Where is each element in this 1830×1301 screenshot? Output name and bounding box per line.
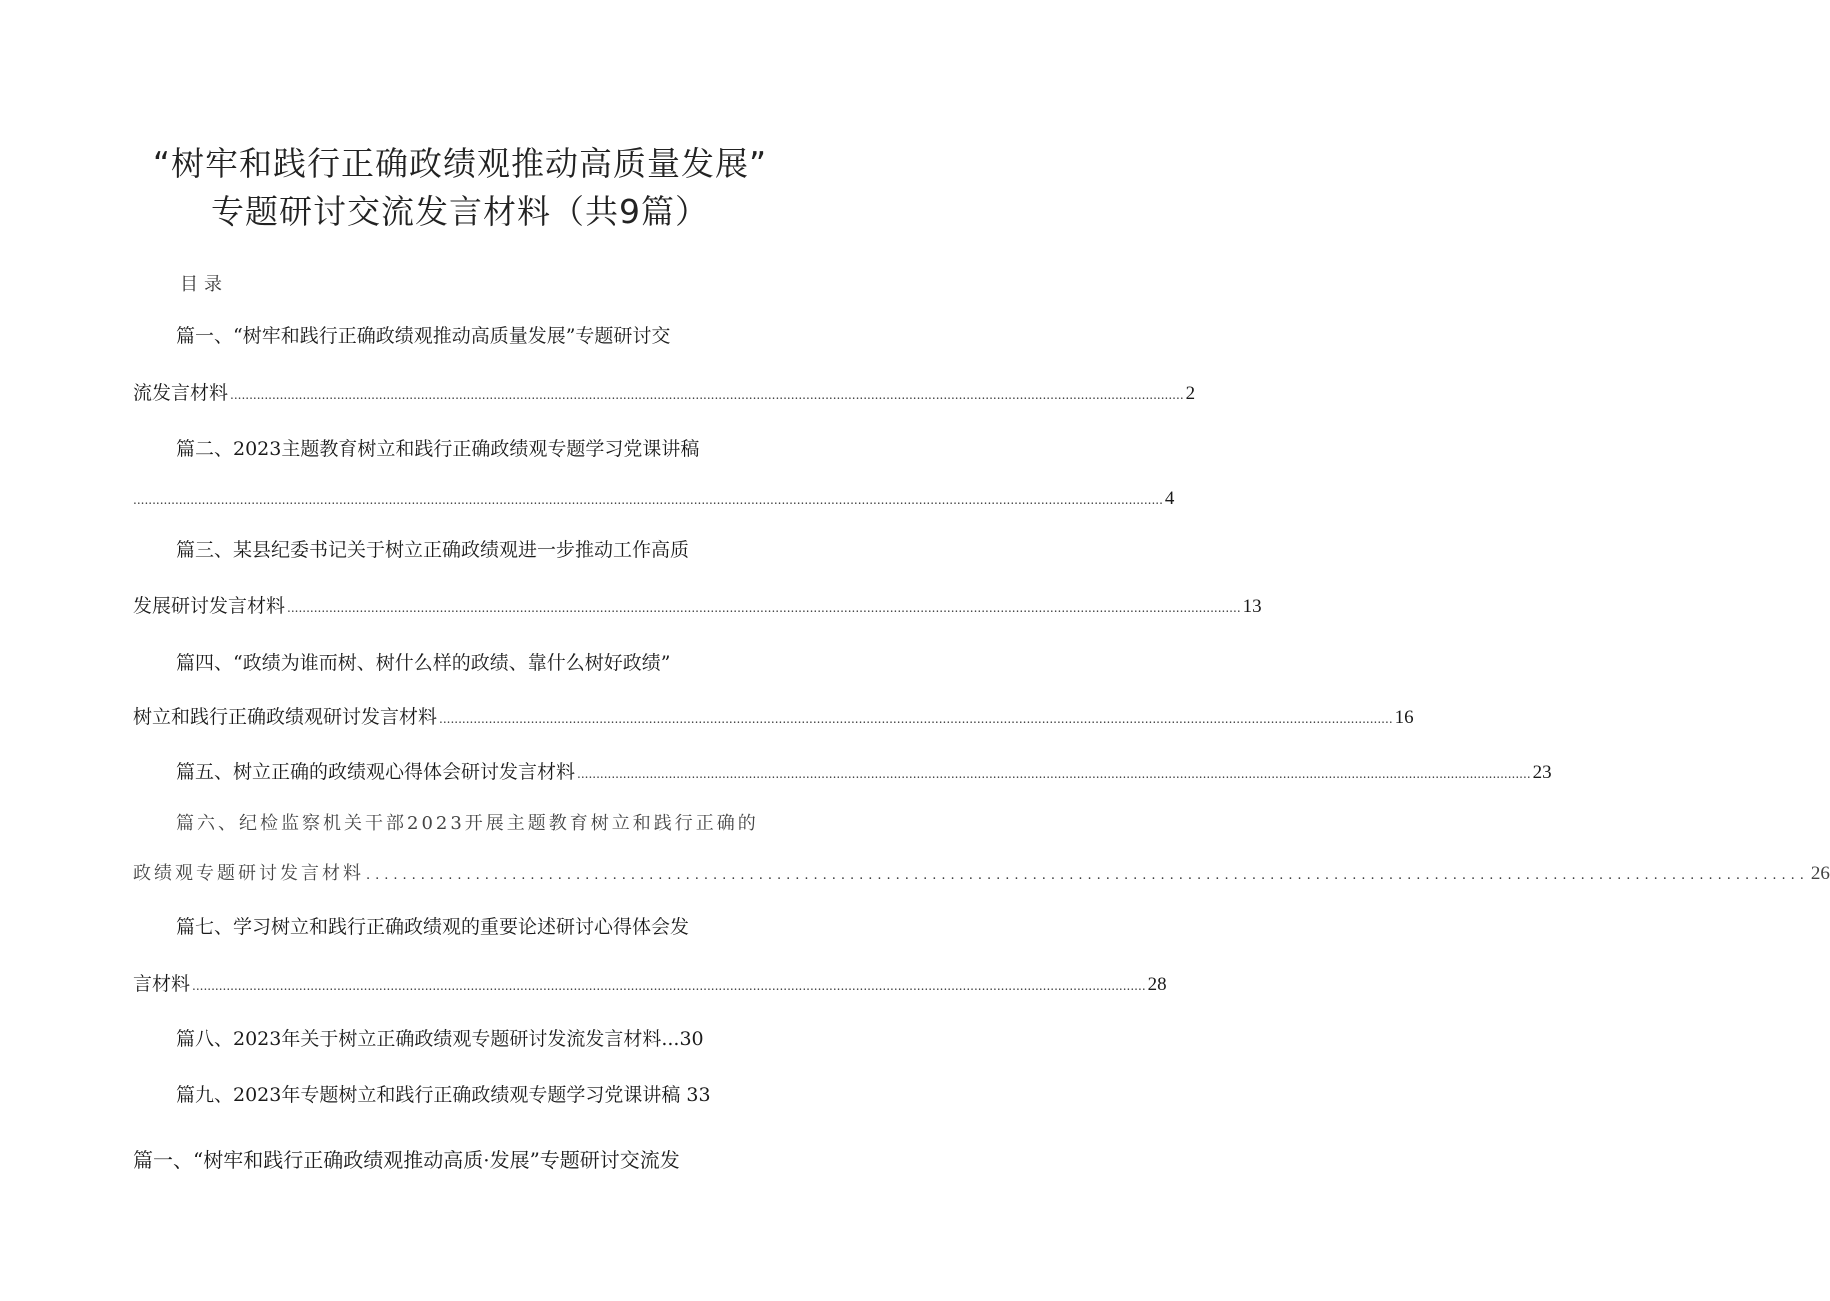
toc-entry-5-page: 23 bbox=[1532, 762, 1552, 783]
toc-leader-dots: .......................................................................................................................................................................................................................................................... bbox=[577, 767, 1531, 781]
toc-entry-2-line-2[interactable] bbox=[133, 487, 1175, 512]
toc-entry-3-text: 发展研讨发言材料 bbox=[133, 595, 286, 617]
toc-entry-7-line-1[interactable]: 篇七、学习树立和践行正确政绩观的重要论述研讨心得体会发 bbox=[176, 916, 690, 938]
toc-entry-7-line-2[interactable] bbox=[133, 972, 1167, 998]
toc-leader-dots: .............................................................................................................................................................................................................................................................................. bbox=[133, 493, 1163, 507]
toc-entry-6-page: 26 bbox=[1810, 863, 1830, 884]
toc-entry-7-page: 28 bbox=[1147, 974, 1167, 995]
toc-entry-3-line-1[interactable]: 篇三、某县纪委书记关于树立正确政绩观进一步推动工作高质 bbox=[176, 539, 690, 561]
toc-entry-5-text: 篇五、树立正确的政绩观心得体会研讨发言材料 bbox=[176, 761, 576, 783]
toc-entry-3-page: 13 bbox=[1242, 596, 1262, 617]
toc-entry-7-text: 言材料 bbox=[133, 973, 191, 995]
toc-entry-4-text: 树立和践行正确政绩观研讨发言材料 bbox=[133, 706, 438, 728]
toc-leader-dots: .......................................................................................................................................................................................................................................................... bbox=[439, 712, 1393, 726]
toc-entry-2-page: 4 bbox=[1164, 488, 1175, 509]
toc-entry-3-line-2[interactable] bbox=[133, 594, 1262, 620]
toc-leader-dots: .......................................................................................................................................................................................................................................................... bbox=[192, 979, 1146, 993]
toc-leader-dots: .......................................................................................................................................................................................................................................................... bbox=[287, 601, 1241, 615]
toc-entry-2-line-1[interactable]: 篇二、2023主题教育树立和践行正确政绩观专题学习党课讲稿 bbox=[176, 438, 700, 460]
toc-entry-4-page: 16 bbox=[1394, 707, 1414, 728]
toc-entry-4-line-2[interactable] bbox=[133, 705, 1414, 731]
document-title-line-2: 专题研讨交流发言材料（共9篇） bbox=[211, 192, 709, 231]
toc-leader-dots: .......................................................................................................................................................................................................................................................... bbox=[230, 388, 1184, 402]
toc-entry-6-text: 政绩观专题研讨发言材料 bbox=[133, 863, 364, 884]
toc-entry-1-line-2[interactable] bbox=[133, 381, 1196, 407]
toc-entry-5[interactable] bbox=[176, 760, 1552, 786]
toc-entry-1-page: 2 bbox=[1185, 383, 1196, 404]
document-title-line-1: “树牢和践行正确政绩观推动高质量发展” bbox=[152, 144, 768, 183]
toc-entry-6-line-2[interactable] bbox=[133, 862, 1830, 888]
toc-label: 目录 bbox=[180, 274, 228, 295]
toc-entry-1-text: 流发言材料 bbox=[133, 382, 229, 404]
toc-entry-4-line-1[interactable]: 篇四、“政绩为谁而树、树什么样的政绩、靠什么树好政绩” bbox=[176, 652, 671, 674]
toc-leader-dots: .............................................................................................................................................................. bbox=[366, 868, 1809, 883]
body-section-heading: 篇一、“树牢和践行正确政绩观推动高质·发展”专题研讨交流发 bbox=[133, 1148, 680, 1172]
toc-entry-8[interactable]: 篇八、2023年关于树立正确政绩观专题研讨发流发言材料...30 bbox=[176, 1028, 704, 1050]
toc-entry-6-line-1[interactable]: 篇六、纪检监察机关干部2023开展主题教育树立和践行正确的 bbox=[176, 813, 759, 834]
toc-entry-1-line-1[interactable]: 篇一、“树牢和践行正确政绩观推动高质量发展”专题研讨交 bbox=[176, 325, 671, 347]
toc-entry-9[interactable]: 篇九、2023年专题树立和践行正确政绩观专题学习党课讲稿 33 bbox=[176, 1084, 711, 1106]
